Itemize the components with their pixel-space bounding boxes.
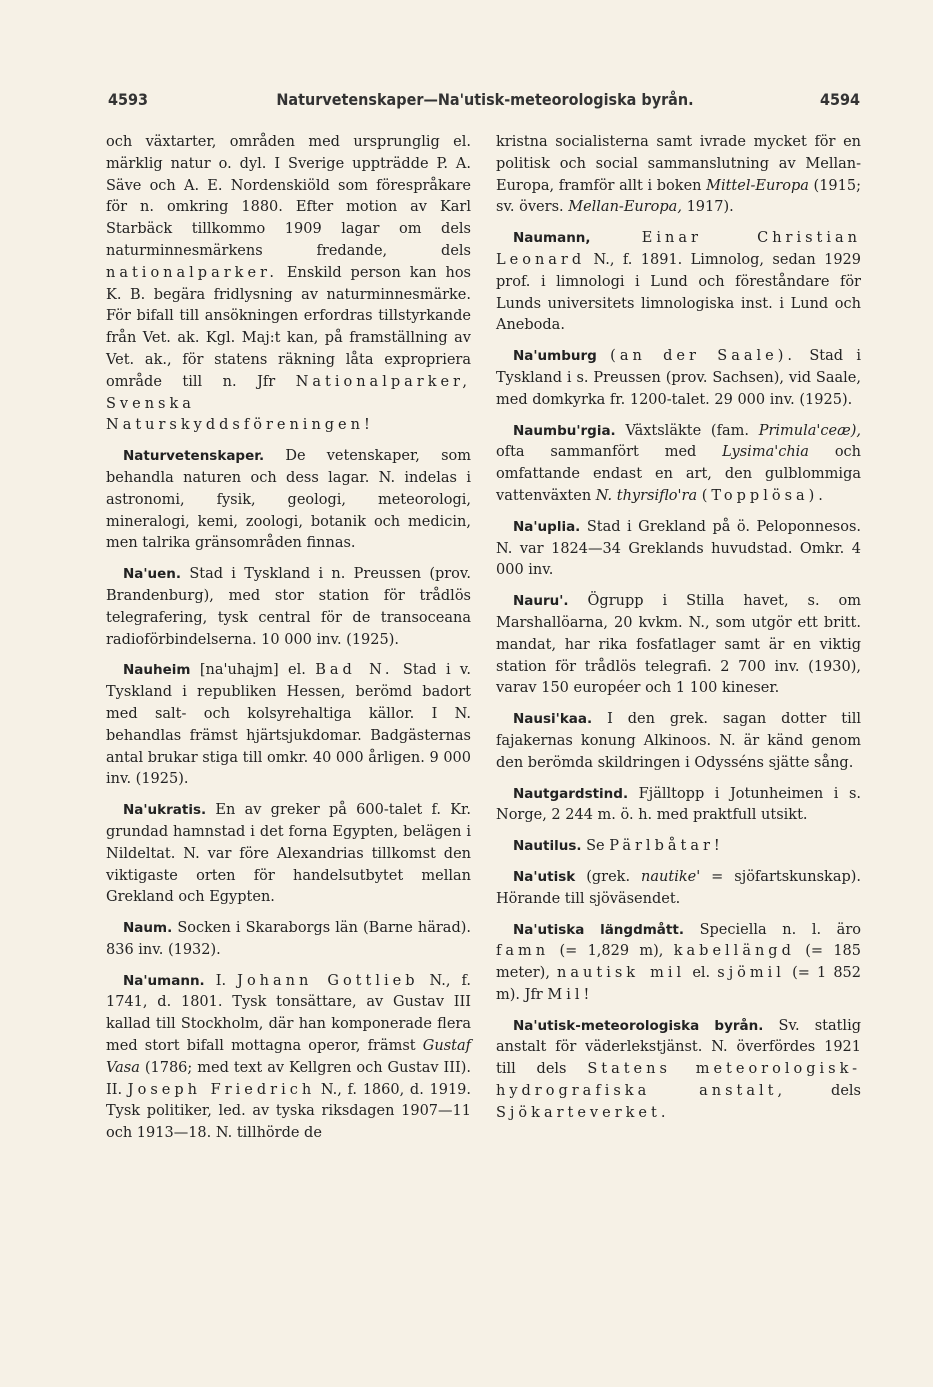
entry-headword: Nautgardstind. — [513, 785, 629, 802]
entry-headword: Na'umburg — [513, 348, 597, 365]
entry-nauheim: Nauheim [na'uhajm] el. Bad N. Stad i v. Tyskland i republiken Hessen, berömd badort med salt- och kolsyrehaltiga källor. I N. behandlas främst hjärtsjukdomar. Badgästernas antal brukar stiga till omkr. 40 000 årligen. 9 000 inv. (1925). — [106, 662, 472, 788]
entry-naturvetenskaper: Naturvetenskaper. De vetenskaper, som behandla naturen och dess lagar. N. indelas i astronomi, fysik, geologi, meteorologi, mineralogi, kemi, zoologi, botanik och medicin, men talrika gränsområden finnas. — [106, 448, 471, 552]
entry-headword: Nautilus. — [513, 838, 582, 855]
entry-nauplia: Na'uplia. Stad i Grekland på ö. Peloponnesos. N. var 1824—34 Greklands huvudstad. Omkr. 4 000 inv. — [496, 518, 862, 579]
entry-headword: Nauheim — [123, 662, 191, 679]
entry-nautiska-langdmatt: Na'utiska längdmått. Speciella n. l. äro famn (= 1,829 m), kabellängd (= 185 meter), nautisk mil el. sjömil (= 1 852 m). Jfr Mil! — [496, 921, 862, 1003]
entry-nausikaa: Nausi'kaa. I den grek. sagan dotter till fajakernas konung Alkinoos. N. är känd genom den berömda skildringen i Odysséns sjätte sång. — [496, 711, 862, 771]
page-number-right: 4594 — [819, 90, 860, 109]
entry-naukratis: Na'ukratis. En av greker på 600-talet f. Kr. grundad hamnstad i det forna Egypten, belägen i Nildeltat. N. var före Alexandrias tillkomst den viktigaste orten för handelsutbytet mellan Grekland och Egypten. — [106, 802, 471, 906]
running-header — [106, 88, 864, 118]
entry-nautisk: Na'utisk (grek. nautike' = sjöfartskunskap). Hörande till sjöväsendet. — [496, 868, 862, 907]
entry-headword: Naumbu'rgia. — [513, 422, 616, 439]
entry-nautgardstind: Nautgardstind. Fjälltopp i Jotunheimen i s. Norge, 2 244 m. ö. h. med praktfull utsikt. — [496, 785, 861, 824]
entry-naumburg: Na'umburg (an der Saale). Stad i Tyskland i s. Preussen (prov. Sachsen), vid Saale, med domkyrka fr. 1200-talet. 29 000 inv. (1925). — [496, 348, 862, 408]
right-column — [496, 132, 861, 1134]
entry-headword: Naturvetenskaper. — [123, 448, 265, 465]
entry-headword: Na'utisk — [513, 868, 576, 885]
continued-paragraph: och växtarter, områden med ursprunglig el. märklig natur o. dyl. I Sverige uppträdde P. A. Säve och A. E. Nordenskiöld som förespråkare för n. omkring 1880. Efter motion av Karl Starbäck tillkommo 1909 lagar om dels naturminnesmärkens fredande, dels nationalparker. Enskild person kan hos K. B. begära fridlysning av naturminnesmärke. För bifall till ansökningen erfordras tillstyrkande från Vet. ak. Kgl. Maj:t kan, på framställning av Vet. ak., för statens räkning låta expropriera område till n. Jfr Nationalparker, Svenska Naturskyddsföreningen! — [106, 134, 472, 434]
entry-headword: Na'ukratis. — [123, 802, 207, 819]
entry-headword: Nausi'kaa. — [513, 711, 593, 728]
entry-naumburgia: Naumbu'rgia. Växtsläkte (fam. Primula'ceæ), ofta sammanfört med Lysima'chia och omfattande endast en art, den gulblommiga vattenväxten N. thyrsiflo'ra (Topplösa). — [496, 422, 862, 504]
entry-nautisk-meteorologiska-byran: Na'utisk-meteorologiska byrån. Sv. statlig anstalt för väderlekstjänst. N. överfördes 1921 till dels Statens meteorologisk-hydrografiska anstalt, dels Sjökarteverket. — [496, 1017, 862, 1121]
entry-headword: Naumann, — [513, 230, 591, 247]
entry-naumann-1: Na'umann. I. Johann Gottlieb N., f. 1741, d. 1801. Tysk tonsättare, av Gustav III kallad till Stockholm, där han komponerade flera med stort bifall mottagna operor, främst Gustaf Vasa (1786; med text av Kellgren och Gustav III). II. Joseph Friedrich N., f. 1860, d. 1919. Tysk politiker, led. av tyska riksdagen 1907—11 och 1913—18. N. tillhörde de — [106, 972, 472, 1142]
entry-naumann-2: Naumann, Einar Christian Leonard N., f. 1891. Limnolog, sedan 1929 prof. i limnologi i Lund och föreståndare för Lunds universitets limnologiska inst. i Lund och Aneboda. — [496, 230, 862, 334]
entry-headword: Nauru'. — [513, 593, 569, 610]
running-title: Naturvetenskaper—Na'utisk-meteorologiska byrån. — [276, 90, 694, 109]
entry-headword: Na'uplia. — [513, 518, 581, 535]
page-number-left: 4593 — [108, 90, 149, 109]
left-column — [106, 132, 471, 1154]
entry-nauen: Na'uen. Stad i Tyskland i n. Preussen (prov. Brandenburg), med stor station för trådlös telegrafering, tysk central för de transoceana radioförbindelserna. 10 000 inv. (1925). — [106, 566, 471, 648]
entry-nauru: Nauru'. Ögrupp i Stilla havet, s. om Marshallöarna, 20 kvkm. N., som utgör ett britt. mandat, har rika fosfatlager samt är en viktig station för trådlös telegrafi. 2 700 inv. (1930), varav 150 européer och 1 100 kineser. — [496, 593, 862, 697]
entry-headword: Na'uen. — [123, 566, 182, 583]
entry-headword: Naum. — [123, 920, 173, 937]
entry-headword: Na'utisk-meteorologiska byrån. — [513, 1017, 764, 1034]
continued-paragraph: kristna socialisterna samt ivrade mycket för en politisk och social sammanslutning av Mellan-Europa, framför allt i boken Mittel-Europa (1915; sv. övers. Mellan-Europa, 1917). — [496, 134, 861, 216]
entry-naum: Naum. Socken i Skaraborgs län (Barne härad). 836 inv. (1932). — [106, 920, 471, 958]
entry-headword: Na'umann. — [123, 972, 205, 989]
entry-headword: Na'utiska längdmått. — [513, 921, 684, 938]
entry-nautilus: Nautilus. Se Pärlbåtar! — [513, 838, 724, 855]
